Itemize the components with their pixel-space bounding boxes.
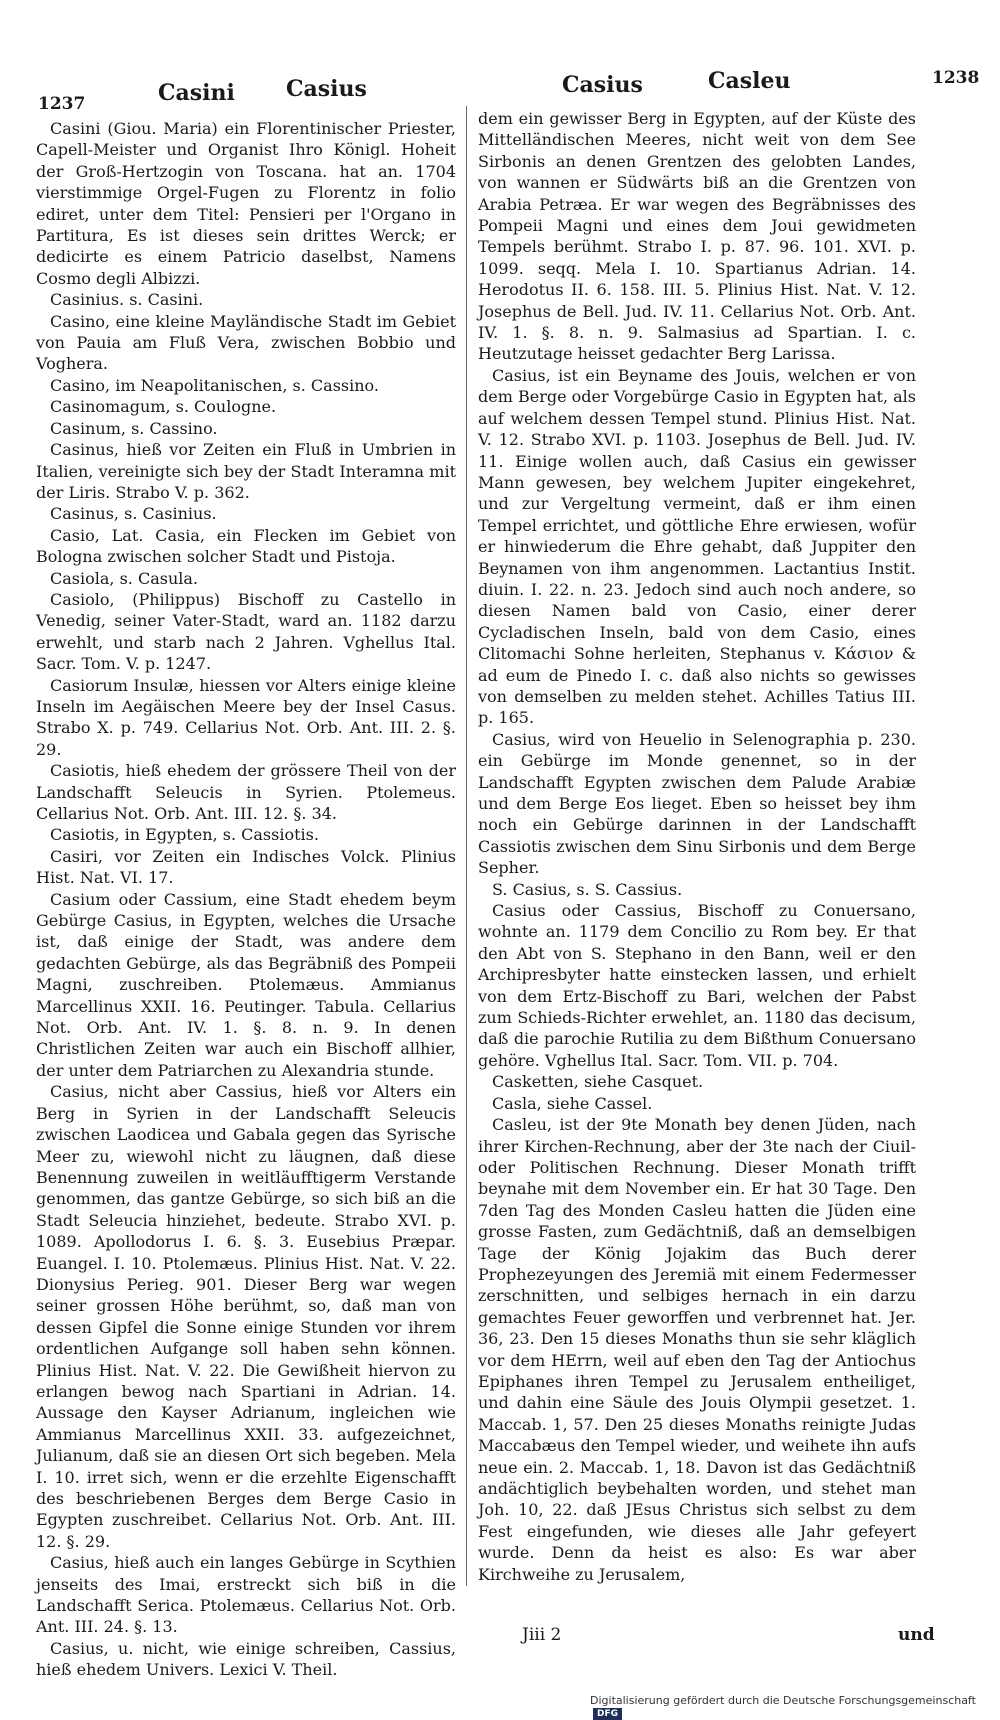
header-word-1: Casini (158, 80, 235, 106)
entry: Casiorum Insulæ, hiessen vor Alters einige kleine Inseln im Aegäischen Meere bey der Insel Casus. Strabo X. p. 749. Cellarius Not. Orb. Ant. III. 2. §. 29. (36, 675, 456, 759)
entry: Casketten, siehe Casquet. (492, 1072, 704, 1092)
entry: Casio, Lat. Casia, ein Flecken im Gebiet von Bologna zwischen solcher Stadt und Pistoja. (36, 525, 456, 567)
page-header (0, 60, 1000, 114)
entry: Casiotis, in Egypten, s. Cassiotis. (50, 825, 319, 845)
entry: Casiola, s. Casula. (50, 568, 198, 588)
entry: Casla, siehe Cassel. (492, 1093, 653, 1113)
column-divider (466, 106, 467, 1586)
page-number-left: 1237 (38, 94, 86, 114)
right-column (478, 108, 916, 1585)
entry: Casius oder Cassius, Bischoff zu Conuersano, wohnte an. 1179 dem Concilio zu Rom bey. Er that den Abt von S. Stephano in den Bann, weil er den Archipresbyter hatte einstecken lassen, und erhielt von dem Ertz-Bischoff zu Bari, welchen der Pabst zum Schieds-Richter erwehlet, an. 1180 das decisum, daß die parochie Rutilia zu dem Bißthum Conuersano gehöre. Vghellus Ital. Sacr. Tom. VII. p. 704. (478, 901, 916, 1070)
entry: Casinus, s. Casinius. (50, 504, 217, 524)
entry: Casinus, hieß vor Zeiten ein Fluß in Umbrien in Italien, vereinigte sich bey der Stadt Interamna mit der Liris. Strabo V. p. 362. (36, 440, 456, 502)
footer (590, 1694, 1000, 1720)
entry: Casius, ist ein Beyname des Jouis, welchen er von dem Berge oder Vorgebürge Casio in Egypten hat, als auf welchem dessen Tempel stund. Plinius Hist. Nat. V. 12. Strabo XVI. p. 1103. Josephus de Bell. Jud. IV. 11. Einige wollen auch, daß Casius ein gewisser Mann gewesen, bey welchem Jupiter eingekehret, und zur Vergeltung vermeint, daß er ihm einen Tempel errichtet, und göttliche Ehre erwiesen, wofür er hinwiederum die Ehre gehabt, daß Juppiter den Beynamen von ihm angenommen. Lactantius Instit. diuin. I. 22. n. 23. Jedoch sind auch noch andere, so diesen Namen bald von Casio, einer derer Cycladischen Inseln, bald von dem Casio, eines Clitomachi Sohne herleiten, Stephanus v. Κάσιον & ad eum de Pinedo I. c. daß also nichts so gewisses von demselben zu melden stehet. Achilles Tatius III. p. 165. (478, 365, 916, 728)
header-word-3: Casius (562, 72, 643, 98)
entry: Casius, hieß auch ein langes Gebürge in Scythien jenseits des Imai, erstreckt sich biß in die Landschafft Serica. Ptolemæus. Cellarius Not. Orb. Ant. III. 24. §. 13. (36, 1553, 456, 1637)
dfg-logo: DFG (593, 1708, 622, 1720)
entry: S. Casius, s. S. Cassius. (492, 879, 683, 899)
entry: Casleu, ist der 9te Monath bey denen Jüden, nach ihrer Kirchen-Rechnung, aber der 3te nach der Ciuil- oder Politischen Rechnung. Dieser Monath trifft beynahe mit dem November ein. Er hat 30 Tage. Den 7den Tag des Monden Casleu hatten die Jüden eine grosse Fasten, zum Gedächtniß, daß an demselbigen Tage der König Jojakim das Buch derer Prophezeyungen des Jeremiä mit einem Federmesser zerschnitten, und selbiges hernach in ein darzu gemachtes Feuer geworffen und verbrennet hat. Jer. 36, 23. Den 15 dieses Monaths thun sie sehr kläglich vor dem HErrn, weil auf eben den Tag der Antiochus Epiphanes ihren Tempel zu Jerusalem entheiliget, und dahin eine Säule des Jouis Olympii gesetzet. 1. Maccab. 1, 57. Den 25 dieses Monaths reinigte Judas Maccabæus den Tempel wieder, und weihete ihn aufs neue ein. 2. Maccab. 1, 18. Davon ist das Gedächtniß andächtiglich beybehalten worden, und stehet man Joh. 10, 22. daß JEsus Christus sich selbst zu dem Fest eingefunden, wie dieses alle Jahr gefeyert wurde. Denn da heist es also: Es war aber Kirchweihe zu Jerusalem, (478, 1115, 916, 1584)
entry: Casiolo, (Philippus) Bischoff zu Castello in Venedig, seiner Vater-Stadt, ward an. 1182 darzu erwehlt, und starb nach 2 Jahren. Vghellus Ital. Sacr. Tom. V. p. 1247. (36, 589, 456, 674)
entry: Casius, nicht aber Cassius, hieß vor Alters ein Berg in Syrien in der Landschafft Seleucis zwischen Laodicea und Gabala gegen das Syrische Meer zu, wiewohl nicht zu läugnen, daß diese Benennung zuweilen in weitläufftigerm Verstande genommen, das gantze Gebürge, so sich biß an die Stadt Seleucia hinziehet, bedeute. Strabo XVI. p. 1089. Apollodorus I. 6. §. 3. Eusebius Præpar. Euangel. I. 10. Ptolemæus. Plinius Hist. Nat. V. 22. Dionysius Perieg. 901. Dieser Berg war wegen seiner grossen Höhe berühmt, so, daß man von dessen Gipfel die Sonne einige Stunden vor ihrem ordentlichen Aufgange soll haben sehn können. Plinius Hist. Nat. V. 22. Die Gewißheit hiervon zu erlangen bewog nach Spartiani in Adrian. 14. Aussage den Kayser Adrianum, ingleichen wie Ammianus Marcellinus XXII. 33. aufgezeichnet, Julianum, daß sie an diesen Ort sich begeben. Mela I. 10. irret sich, wenn er die erzehlte Eigenschafft des beschriebenen Berges dem Berge Casio in Egypten zuschreibet. Cellarius Not. Orb. Ant. III. 12. §. 29. (36, 1082, 456, 1551)
entry-continued: dem ein gewisser Berg in Egypten, auf der Küste des Mittelländischen Meeres, nicht weit von dem See Sirbonis an denen Grentzen des gelobten Landes, von wannen er Südwärts biß an die Grentzen von Arabia Petræa. Er war wegen des Begräbnisses des Pompeii Magni und eines dem Joui gewidmeten Tempels berühmt. Strabo I. p. 87. 96. 101. XVI. p. 1099. seqq. Mela I. 10. Spartianus Adrian. 14. Herodotus II. 6. 158. III. 5. Plinius Hist. Nat. V. 12. Josephus de Bell. Jud. IV. 11. Cellarius Not. Orb. Ant. IV. 1. §. 8. n. 9. Salmasius ad Spartian. I. c. Heutzutage heisset gedachter Berg Larissa. (478, 109, 916, 364)
header-word-2: Casius (286, 76, 367, 102)
left-column (36, 118, 456, 1681)
entry: Casinum, s. Cassino. (50, 418, 218, 438)
entry: Casinomagum, s. Coulogne. (50, 397, 277, 417)
footer-text: Digitalisierung gefördert durch die Deutsche Forschungsgemeinschaft (590, 1694, 976, 1707)
entry: Casiotis, hieß ehedem der grössere Theil von der Landschafft Seleucis in Syrien. Ptolemeus. Cellarius Not. Orb. Ant. III. 12. §. 34. (36, 761, 456, 823)
entry: Casium oder Cassium, eine Stadt ehedem beym Gebürge Casius, in Egypten, welches die Ursache ist, daß einige der Stadt, was andere dem gedachten Gebürge, als das Begräbniß des Pompeii Magni, zuschreiben. Ptolemæus. Ammianus Marcellinus XXII. 16. Peutinger. Tabula. Cellarius Not. Orb. Ant. IV. 1. §. 8. n. 9. In denen Christlichen Zeiten war auch ein Bischoff allhier, der unter dem Patriarchen zu Alexandria stunde. (36, 889, 456, 1080)
entry: Casius, u. nicht, wie einige schreiben, Cassius, hieß ehedem Univers. Lexici V. Theil. (36, 1638, 456, 1680)
header-word-4: Casleu (708, 68, 791, 94)
page-number-right: 1238 (932, 68, 980, 88)
entry: Casini (Giou. Maria) ein Florentinischer Priester, Capell-Meister und Organist Ihro Königl. Hoheit der Groß-Hertzogin von Toscana. hat an. 1704 vierstimmige Orgel-Fugen zu Florentz in folio ediret, unter dem Titel: Pensieri per l'Organo in Partitura, Es ist dieses sein drittes Werck; er dedicirte es einem Patricio daselbst, Namens Cosmo degli Albizzi. (36, 119, 456, 288)
signature-mark: Jiii 2 (522, 1625, 562, 1645)
entry: Casiri, vor Zeiten ein Indisches Volck. Plinius Hist. Nat. VI. 17. (36, 846, 456, 888)
entry: Casino, eine kleine Mayländische Stadt im Gebiet von Pauia am Fluß Vera, zwischen Bobbio und Voghera. (36, 311, 456, 374)
catchword: und (898, 1625, 935, 1645)
entry: Casinius. s. Casini. (50, 290, 204, 310)
entry: Casino, im Neapolitanischen, s. Cassino. (50, 375, 379, 395)
entry: Casius, wird von Heuelio in Selenographia p. 230. ein Gebürge im Monde genennet, so in der Landschafft Egypten zwischen dem Palude Arabiæ und dem Berge Eos lieget. Eben so heisset bey ihm noch ein Gebürge darinnen in der Landschafft Cassiotis zwischen dem Sinu Sirbonis und dem Berge Sepher. (478, 729, 916, 878)
